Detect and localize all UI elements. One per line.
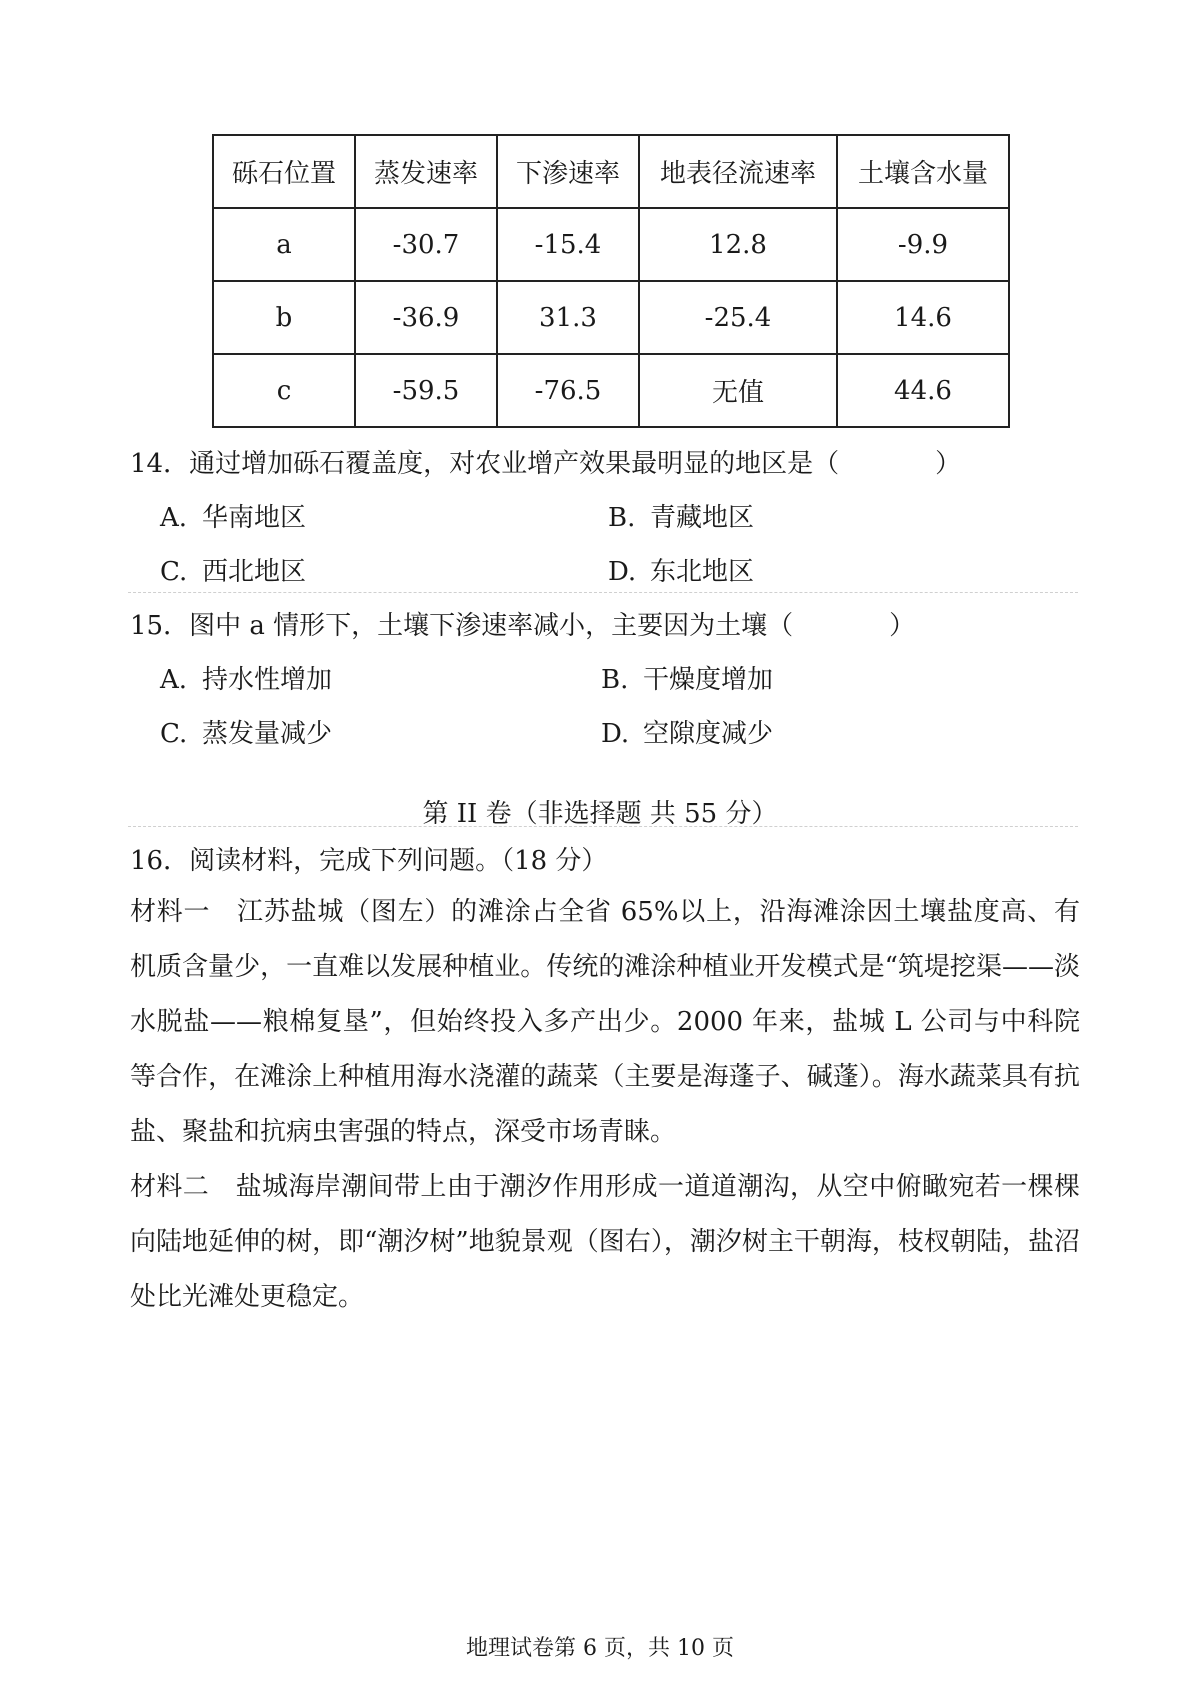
table-header-cell: 砾石位置	[213, 135, 355, 208]
close-paren: ）	[935, 449, 962, 479]
table-cell: b	[213, 281, 355, 354]
option-b[interactable]	[608, 497, 754, 534]
dotted-divider	[128, 592, 1078, 593]
option-c[interactable]	[160, 713, 332, 750]
table-row	[213, 354, 1009, 427]
table-cell: 44.6	[837, 354, 1009, 427]
table-row	[213, 281, 1009, 354]
table-cell: 无值	[639, 354, 837, 427]
close-paren: ）	[889, 611, 916, 641]
option-a[interactable]	[160, 659, 332, 696]
question-stem-text: 15．图中 a 情形下，土壤下渗速率减小，主要因为土壤（	[130, 611, 794, 641]
option-key: D.	[608, 557, 637, 587]
table-cell: -36.9	[355, 281, 497, 354]
material-one: 材料一 江苏盐城（图左）的滩涂占全省 65%以上，沿海滩涂因土壤盐度高、有机质含量少，一直难以发展种植业。传统的滩涂种植业开发模式是“筑堤挖渠——淡水脱盐——粮棉复垦”，但始终投入多产出少。2000 年来，盐城 L 公司与中科院等合作，在滩涂上种植用海水浇灌的蔬菜（主要是海蓬子、碱蓬）。海水蔬菜具有抗盐、聚盐和抗病虫害强的特点，深受市场青睐。	[130, 897, 1080, 1147]
option-text: 蒸发量减少	[202, 719, 333, 749]
table-cell: -25.4	[639, 281, 837, 354]
table-cell: c	[213, 354, 355, 427]
option-key: C.	[160, 557, 188, 587]
table-cell: -9.9	[837, 208, 1009, 281]
table-header-cell: 地表径流速率	[639, 135, 837, 208]
table-header-cell: 蒸发速率	[355, 135, 497, 208]
table-cell: a	[213, 208, 355, 281]
option-key: A.	[160, 665, 188, 695]
page-footer: 地理试卷第 6 页，共 10 页	[466, 1636, 734, 1661]
question-16-stem: 16．阅读材料，完成下列问题。（18 分）	[130, 846, 608, 876]
table-header-row	[213, 135, 1009, 208]
table-row	[213, 208, 1009, 281]
question-15-stem	[130, 605, 915, 642]
table-header-cell: 土壤含水量	[837, 135, 1009, 208]
option-key: A.	[160, 503, 188, 533]
option-a[interactable]	[160, 497, 306, 534]
table-cell: -76.5	[497, 354, 639, 427]
option-text: 华南地区	[202, 503, 307, 533]
option-text: 空隙度减少	[643, 719, 774, 749]
option-key: C.	[160, 719, 188, 749]
option-text: 西北地区	[202, 557, 307, 587]
option-text: 干燥度增加	[643, 665, 774, 695]
option-text: 东北地区	[650, 557, 755, 587]
option-text: 持水性增加	[202, 665, 333, 695]
table-header-cell: 下渗速率	[497, 135, 639, 208]
dotted-divider	[128, 826, 1078, 827]
table-cell: -30.7	[355, 208, 497, 281]
question-14-stem	[130, 443, 961, 480]
option-c[interactable]	[160, 551, 306, 588]
option-b[interactable]	[601, 659, 773, 696]
table-cell: 14.6	[837, 281, 1009, 354]
option-key: B.	[601, 665, 629, 695]
section-title: 第 II 卷（非选择题 共 55 分）	[422, 799, 778, 829]
option-d[interactable]	[608, 551, 754, 588]
question-stem-text: 14．通过增加砾石覆盖度，对农业增产效果最明显的地区是（	[130, 449, 840, 479]
material-two: 材料二 盐城海岸潮间带上由于潮汐作用形成一道道潮沟，从空中俯瞰宛若一棵棵向陆地延伸的树，即“潮汐树”地貌景观（图右），潮汐树主干朝海，枝杈朝陆，盐沼处比光滩处更稳定。	[130, 1172, 1080, 1312]
gravel-data-table	[212, 134, 1010, 428]
table-cell: -15.4	[497, 208, 639, 281]
table-cell: 12.8	[639, 208, 837, 281]
option-d[interactable]	[601, 713, 773, 750]
table-cell: -59.5	[355, 354, 497, 427]
option-key: B.	[608, 503, 636, 533]
option-text: 青藏地区	[650, 503, 755, 533]
option-key: D.	[601, 719, 630, 749]
table-cell: 31.3	[497, 281, 639, 354]
